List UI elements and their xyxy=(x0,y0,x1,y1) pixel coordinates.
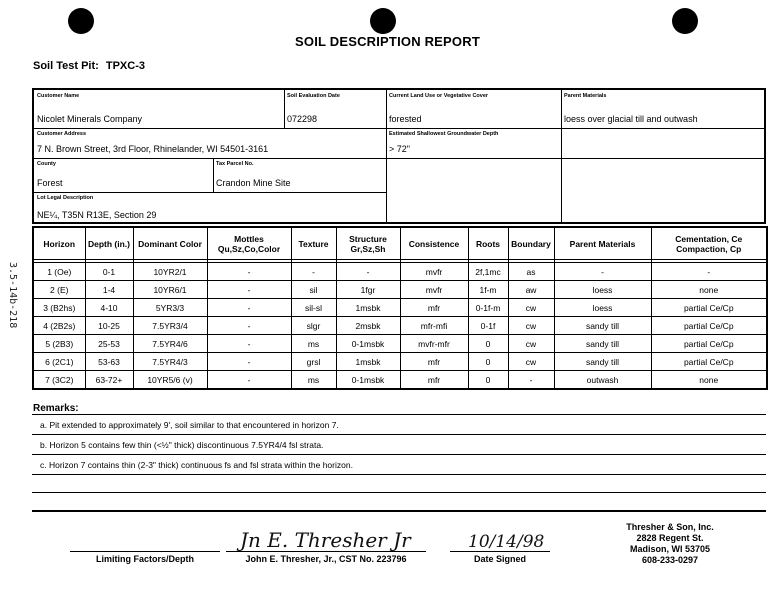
table-cell: mvfr xyxy=(400,281,468,299)
table-cell: 10YR5/6 (v) xyxy=(133,371,207,390)
table-cell: 10YR6/1 xyxy=(133,281,207,299)
parent-materials-cell xyxy=(561,90,766,128)
table-cell: - xyxy=(508,371,554,390)
col-header: Boundary xyxy=(508,227,554,260)
soil-test-pit xyxy=(33,60,145,72)
date-signed-label: Date Signed xyxy=(473,554,526,564)
table-cell: - xyxy=(651,263,767,281)
customer-name-label: Customer Name xyxy=(37,93,80,99)
table-cell: - xyxy=(207,317,291,335)
table-cell: none xyxy=(651,371,767,390)
table-cell: 6 (2C1) xyxy=(33,353,85,371)
table-cell: none xyxy=(651,281,767,299)
table-cell: partial Ce/Cp xyxy=(651,335,767,353)
punch-hole-center xyxy=(370,8,396,34)
table-cell: sil xyxy=(291,281,336,299)
test-pit-value: TPXC-3 xyxy=(105,60,145,72)
table-cell: slgr xyxy=(291,317,336,335)
table-cell: loess xyxy=(554,299,651,317)
table-cell: 1f-m xyxy=(468,281,508,299)
table-row xyxy=(33,335,767,353)
table-cell: mfr-mfi xyxy=(400,317,468,335)
land-use-label: Current Land Use or Vegetative Cover xyxy=(389,93,489,99)
table-cell: 10-25 xyxy=(85,317,133,335)
soil-eval-date-value: 072298 xyxy=(287,114,318,124)
table-cell: outwash xyxy=(554,371,651,390)
customer-address-label: Customer Address xyxy=(37,131,87,137)
table-cell: 25-53 xyxy=(85,335,133,353)
county-cell xyxy=(34,158,213,192)
company-block xyxy=(590,522,750,566)
table-cell: mfr xyxy=(400,299,468,317)
table-cell: 0 xyxy=(468,353,508,371)
remarks-title: Remarks: xyxy=(33,403,79,414)
groundwater-depth-value: > 72" xyxy=(389,144,410,154)
signer-name: John E. Thresher, Jr., CST No. 223796 xyxy=(245,554,407,564)
table-row xyxy=(33,371,767,390)
table-cell: 0-1 xyxy=(85,263,133,281)
table-cell: 7.5YR3/4 xyxy=(133,317,207,335)
table-cell: partial Ce/Cp xyxy=(651,353,767,371)
table-cell: 0 xyxy=(468,371,508,390)
table-cell: 7.5YR4/3 xyxy=(133,353,207,371)
table-cell: loess xyxy=(554,281,651,299)
customer-address-cell xyxy=(34,128,386,158)
remark-a: a. Pit extended to approximately 9', soil similar to that encountered in horizon 7. xyxy=(40,420,339,430)
soil-eval-date-label: Soil Evaluation Date xyxy=(287,93,340,99)
table-cell: - xyxy=(554,263,651,281)
table-cell: sil-sl xyxy=(291,299,336,317)
col-header: Texture xyxy=(291,227,336,260)
table-cell: - xyxy=(336,263,400,281)
table-cell: grsl xyxy=(291,353,336,371)
col-header: Cementation, Ce Compaction, Cp xyxy=(651,227,767,260)
company-city: Madison, WI 53705 xyxy=(629,544,711,554)
table-cell: - xyxy=(207,371,291,390)
company-phone: 608-233-0297 xyxy=(641,555,699,565)
table-cell: mfr xyxy=(400,371,468,390)
table-cell: 1 (Oe) xyxy=(33,263,85,281)
legal-description-value: NE¼, T35N R13E, Section 29 xyxy=(37,210,157,220)
test-pit-label: Soil Test Pit: xyxy=(33,60,99,72)
parent-materials-value: loess over glacial till and outwash xyxy=(564,114,698,124)
col-header: Depth (in.) xyxy=(85,227,133,260)
table-cell: 0-1f-m xyxy=(468,299,508,317)
punch-hole-right xyxy=(672,8,698,34)
county-label: County xyxy=(37,161,56,167)
report-title: SOIL DESCRIPTION REPORT xyxy=(295,34,480,49)
col-header: Roots xyxy=(468,227,508,260)
table-cell: cw xyxy=(508,335,554,353)
punch-hole-left xyxy=(68,8,94,34)
date-signed-value: 10/14/98 xyxy=(468,532,545,552)
tax-parcel-cell xyxy=(213,158,386,192)
table-cell: 5YR3/3 xyxy=(133,299,207,317)
table-cell: 53-63 xyxy=(85,353,133,371)
table-cell: 3 (B2hs) xyxy=(33,299,85,317)
signature: Jn E. Thresher Jr xyxy=(240,528,411,552)
table-cell: - xyxy=(291,263,336,281)
table-cell: aw xyxy=(508,281,554,299)
table-row xyxy=(33,317,767,335)
land-use-value: forested xyxy=(389,114,422,124)
side-document-number: 3.5-14b-218 xyxy=(7,262,18,329)
table-cell: 2msbk xyxy=(336,317,400,335)
county-value: Forest xyxy=(37,178,63,188)
table-cell: 10YR2/1 xyxy=(133,263,207,281)
table-cell: sandy till xyxy=(554,353,651,371)
table-row xyxy=(33,281,767,299)
table-cell: mvfr xyxy=(400,263,468,281)
table-cell: 0-1msbk xyxy=(336,371,400,390)
tax-parcel-label: Tax Parcel No. xyxy=(216,161,254,167)
table-row xyxy=(33,299,767,317)
table-cell: 4-10 xyxy=(85,299,133,317)
table-cell: partial Ce/Cp xyxy=(651,317,767,335)
col-header: Horizon xyxy=(33,227,85,260)
table-cell: as xyxy=(508,263,554,281)
table-cell: - xyxy=(207,353,291,371)
table-cell: 2f,1mc xyxy=(468,263,508,281)
horizon-table xyxy=(32,226,768,390)
parent-materials-label: Parent Materials xyxy=(564,93,607,99)
tax-parcel-value: Crandon Mine Site xyxy=(216,178,291,188)
legal-description-label: Lot Legal Description xyxy=(37,195,94,201)
table-header-row xyxy=(33,227,767,260)
table-cell: sandy till xyxy=(554,317,651,335)
legal-description-cell xyxy=(34,192,386,224)
customer-name-cell xyxy=(34,90,284,128)
remark-c: c. Horizon 7 contains thin (2-3" thick) continuous fs and fsl strata within the horizon. xyxy=(40,460,353,470)
table-cell: 63-72+ xyxy=(85,371,133,390)
table-cell: 7 (3C2) xyxy=(33,371,85,390)
customer-address-value: 7 N. Brown Street, 3rd Floor, Rhinelander, WI 54501-3161 xyxy=(37,144,269,154)
limiting-factors-label: Limiting Factors/Depth xyxy=(95,554,194,564)
table-cell: 1msbk xyxy=(336,353,400,371)
table-cell: 5 (2B3) xyxy=(33,335,85,353)
table-cell: mvfr-mfr xyxy=(400,335,468,353)
table-cell: 0 xyxy=(468,335,508,353)
company-name: Thresher & Son, Inc. xyxy=(626,522,714,532)
table-cell: 4 (2B2s) xyxy=(33,317,85,335)
table-cell: - xyxy=(207,281,291,299)
table-cell: cw xyxy=(508,353,554,371)
col-header: Dominant Color xyxy=(133,227,207,260)
remark-b: b. Horizon 5 contains few thin (<½" thick) discontinuous 7.5YR4/4 fsl strata. xyxy=(40,440,324,450)
soil-eval-date-cell xyxy=(284,90,386,128)
table-cell: 0-1f xyxy=(468,317,508,335)
table-cell: - xyxy=(207,335,291,353)
header-info-box xyxy=(32,88,766,224)
table-cell: - xyxy=(207,299,291,317)
customer-name-value: Nicolet Minerals Company xyxy=(37,114,143,124)
land-use-cell xyxy=(386,90,561,128)
table-cell: - xyxy=(207,263,291,281)
table-cell: partial Ce/Cp xyxy=(651,299,767,317)
table-row xyxy=(33,353,767,371)
col-header: Structure Gr,Sz,Sh xyxy=(336,227,400,260)
table-cell: sandy till xyxy=(554,335,651,353)
table-cell: 1fgr xyxy=(336,281,400,299)
table-cell: cw xyxy=(508,299,554,317)
table-row xyxy=(33,263,767,281)
table-cell: ms xyxy=(291,371,336,390)
table-cell: 1msbk xyxy=(336,299,400,317)
col-header: Parent Materials xyxy=(554,227,651,260)
table-cell: 2 (E) xyxy=(33,281,85,299)
table-cell: cw xyxy=(508,317,554,335)
col-header: Mottles Qu,Sz,Co,Color xyxy=(207,227,291,260)
groundwater-depth-cell xyxy=(386,128,561,158)
col-header: Consistence xyxy=(400,227,468,260)
table-cell: 1-4 xyxy=(85,281,133,299)
table-cell: ms xyxy=(291,335,336,353)
table-cell: mfr xyxy=(400,353,468,371)
company-street: 2828 Regent St. xyxy=(636,533,704,543)
table-cell: 7.5YR4/6 xyxy=(133,335,207,353)
table-cell: 0-1msbk xyxy=(336,335,400,353)
groundwater-depth-label: Estimated Shallowest Groundwater Depth xyxy=(389,131,499,137)
